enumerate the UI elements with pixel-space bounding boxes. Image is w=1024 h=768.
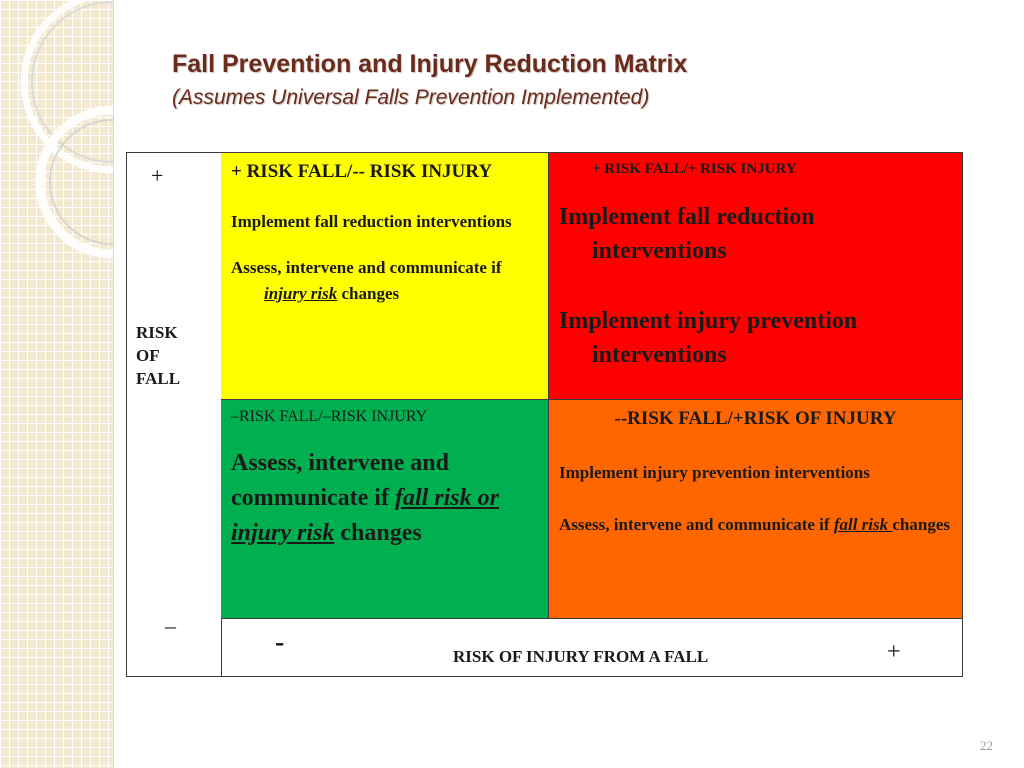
emphasis-text: fall risk or injury risk <box>231 485 499 546</box>
cell-high-fall-high-injury <box>549 153 962 400</box>
cell-paragraph: Implement fall reduction interventions <box>231 212 512 231</box>
x-axis-row <box>221 619 962 676</box>
cell-low-fall-high-injury <box>549 400 962 619</box>
slide-title: Fall Prevention and Injury Reduction Matrix <box>172 50 688 78</box>
risk-matrix <box>126 152 963 677</box>
y-axis-plus: + <box>151 163 164 188</box>
cell-heading: --RISK FALL/+RISK OF INJURY <box>614 408 897 429</box>
cell-paragraph: Implement injury prevention interventions <box>559 463 870 482</box>
slide-subtitle: (Assumes Universal Falls Prevention Implemented) <box>172 86 650 109</box>
cell-paragraph: Implement injury prevention interventions <box>559 308 858 368</box>
y-axis-minus: – <box>165 613 176 638</box>
cell-paragraph <box>559 512 952 538</box>
text-run: Assess, intervene and communicate if <box>231 450 450 511</box>
cell-paragraph: Implement fall reduction interventions <box>559 204 815 264</box>
cell-high-fall-low-injury <box>221 153 549 400</box>
cell-heading: –RISK FALL/–RISK INJURY <box>231 408 428 425</box>
y-axis-column <box>127 153 222 676</box>
emphasis-text: injury risk <box>264 284 338 303</box>
x-axis-label: RISK OF INJURY FROM A FALL <box>453 647 709 666</box>
decorative-rings <box>0 0 113 768</box>
cell-heading: + RISK FALL/+ RISK INJURY <box>592 161 797 177</box>
cell-paragraph <box>231 255 538 307</box>
y-axis-label-line: OF <box>136 346 160 365</box>
y-axis-label <box>136 321 180 390</box>
x-axis-plus: + <box>887 639 901 665</box>
text-run: Assess, intervene and communicate if <box>559 515 834 534</box>
text-run: changes <box>892 515 950 534</box>
cell-heading: + RISK FALL/-- RISK INJURY <box>231 161 493 182</box>
y-axis-label-line: FALL <box>136 369 181 388</box>
y-axis-label-line: RISK <box>136 323 178 342</box>
page-number: 22 <box>980 738 993 753</box>
text-run: changes <box>337 284 400 303</box>
text-run: Assess, intervene and communicate if <box>231 258 502 277</box>
text-run: changes <box>334 520 422 546</box>
cell-paragraph <box>231 446 538 551</box>
cell-low-fall-low-injury <box>221 400 549 619</box>
emphasis-text: fall risk <box>833 515 893 534</box>
x-axis-minus: - <box>275 627 285 658</box>
decorative-sidebar <box>0 0 114 768</box>
